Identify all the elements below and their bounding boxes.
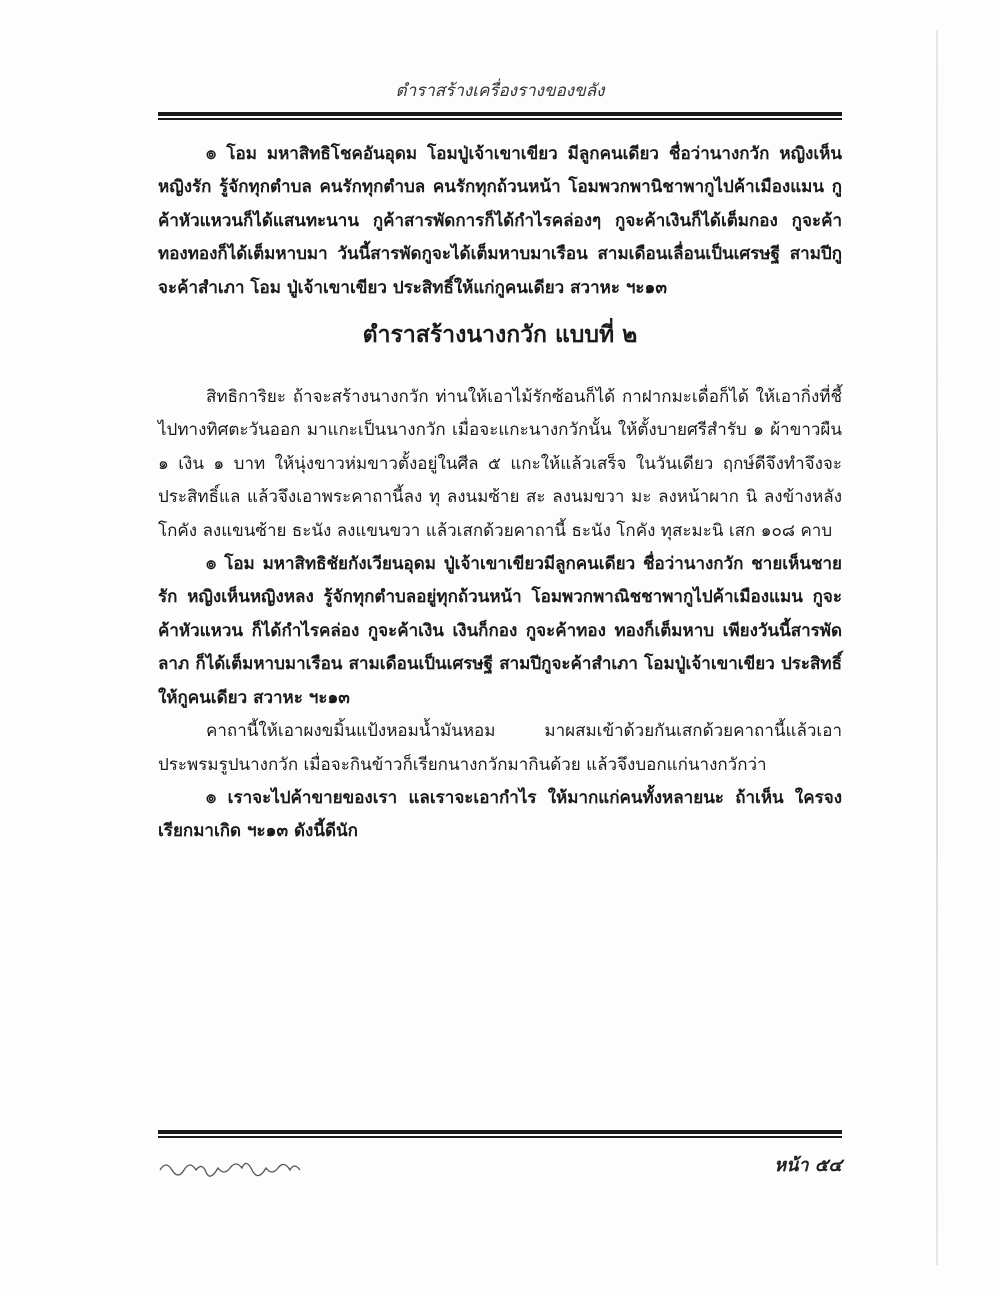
handwritten-signature <box>158 1152 358 1182</box>
incantation-paragraph-1: ๏ โอม มหาสิทธิโชคอันอุดม โอมปู่เจ้าเขาเขียว มีลูกคนเดียว ชื่อว่านางกวัก หญิงเห็นหญิงรัก รู้จักทุกตำบล คนรักทุกตำบล คนรักทุกถ้วนหน้า โอมพวกพานิชาพากูไปค้าเมืองแมน กูค้าหัวแหวนก็ได้แสนทะนาน กูค้าสารพัดการก็ได้กำไรคล่องๆ กูจะค้าเงินก็ได้เต็มกอง กูจะค้าทองทองก็ได้เต็มหาบมา วันนี้สารพัดกูจะได้เต็มหาบมาเรือน สามเดือนเลื่อนเป็นเศรษฐี สามปีกูจะค้าสำเภา โอม ปู่เจ้าเขาเขียว ประสิทธิ์ให้แก่กูคนเดียว สวาหะ ฯะ๑๓ <box>158 144 842 298</box>
page-edge-shadow <box>936 30 938 1265</box>
document-body <box>158 138 842 849</box>
running-header-title: ตำราสร้างเครื่องรางของขลัง <box>395 81 605 101</box>
section-title: ตำราสร้างนางกวัก แบบที่ ๒ <box>362 321 638 349</box>
footer-signature <box>158 1152 358 1182</box>
incantation-paragraph-2: ๏ โอม มหาสิทธิชัยกังเวียนอุดม ปู่เจ้าเขาเขียวมีลูกคนเดียว ชื่อว่านางกวัก ชายเห็นชายรัก หญิงเห็นหญิงหลง รู้จักทุกตำบลอยู่ทุกถ้วนหน้า โอมพวกพาณิชชาพากูไปค้าเมืองแมน กูจะค้าหัวแหวน ก็ได้กำไรคล่อง กูจะค้าเงิน เงินก็กอง กูจะค้าทอง ทองก็เต็มหาบ เพียงวันนี้สารพัดลาภ ก็ได้เต็มหาบมาเรือน สามเดือนเป็นเศรษฐี สามปีกูจะค้าสำเภา โอมปู่เจ้าเขาเขียว ประสิทธิ์ให้กูคนเดียว สวาหะ ฯะ๑๓ <box>158 554 842 708</box>
header-rule <box>158 112 842 120</box>
footer-rule <box>158 1130 842 1138</box>
instruction-paragraph-2: คาถานี้ให้เอาผงขมิ้นแป้งหอมน้ำมันหอม มาผสมเข้าด้วยกันเสกด้วยคาถานี้แล้วเอาประพรมรูปนางกวัก เมื่อจะกินข้าวก็เรียกนางกวักมากินด้วย แล้วจึงบอกแก่นางกวักว่า <box>158 721 842 775</box>
incantation-paragraph-3: ๏ เราจะไปค้าขายของเรา แลเราจะเอากำไร ให้มากแก่คนทั้งหลายนะ ถ้าเห็น ใครจงเรียกมาเกิด ฯะ๑๓ ดังนี้ดีนัก <box>158 787 842 842</box>
instruction-paragraph: สิทธิการิยะ ถ้าจะสร้างนางกวัก ท่านให้เอาไม้รักซ้อนก็ได้ กาฝากมะเดื่อก็ได้ ให้เอากิ่งที่ชี้ไปทางทิศตะวันออก มาแกะเป็นนางกวัก เมื่อจะแกะนางกวักนั้น ให้ตั้งบายศรีสำรับ ๑ ผ้าขาวผืน ๑ เงิน ๑ บาท ให้นุ่งขาวห่มขาวตั้งอยู่ในศีล ๕ แกะให้แล้วเสร็จ ในวันเดียว ฤกษ์ดีจึงทำจึงจะประสิทธิ์แล แล้วจึงเอาพระคาถานี้ลง ทุ ลงนมซ้าย สะ ลงนมขวา มะ ลงหน้าผาก นิ ลงข้างหลัง โกคัง ลงแขนซ้าย ธะนัง ลงแขนขวา แล้วเสกด้วยคาถานี้ ธะนัง โกคัง ทุสะมะนิ เสก ๑๐๘ คาบ <box>158 387 842 541</box>
running-header <box>158 78 842 116</box>
page-number: หน้า ๕๔ <box>774 1155 842 1176</box>
